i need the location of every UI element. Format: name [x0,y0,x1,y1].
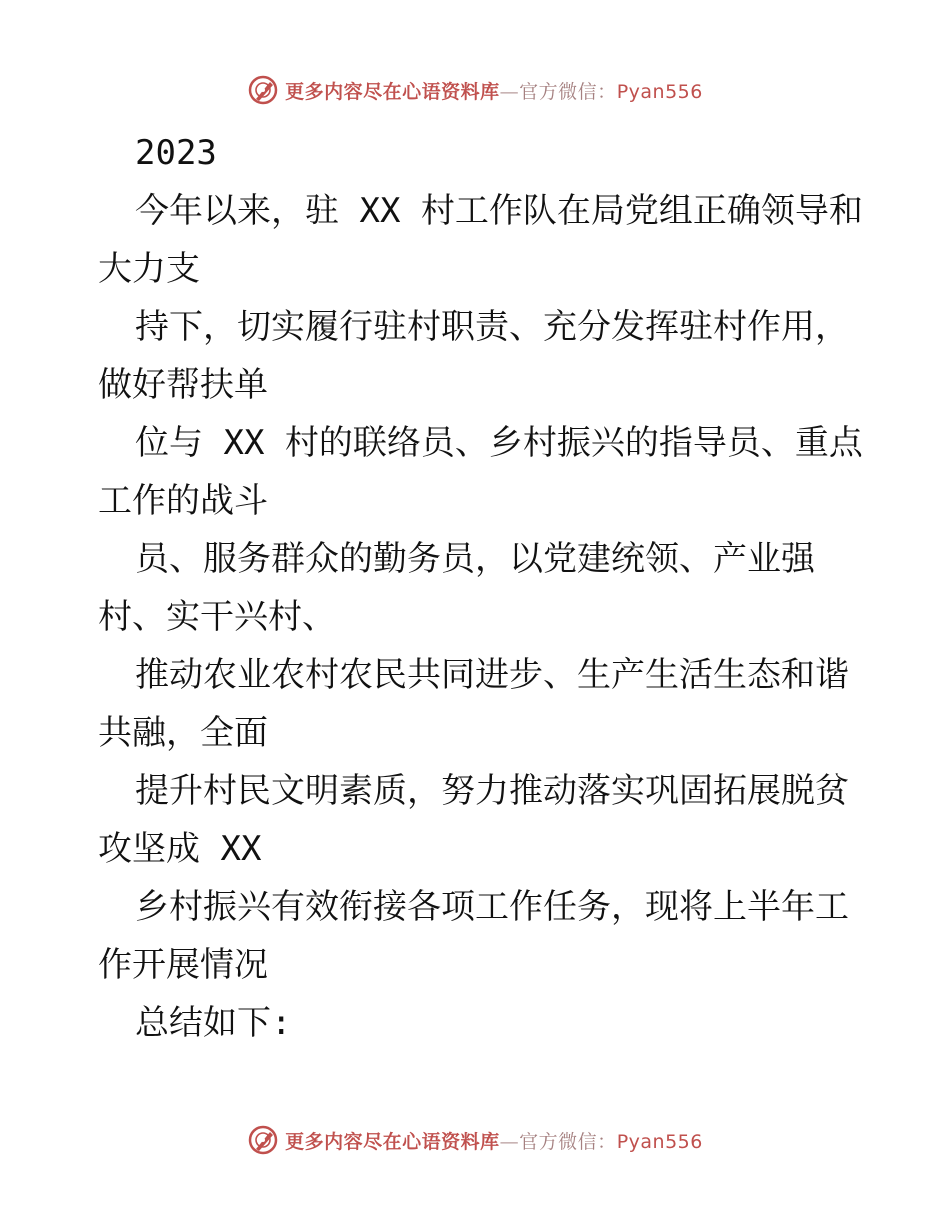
doc-line: 做好帮扶单 [98,365,268,405]
doc-line: 员、服务群众的勤务员，以党建统领、产业强 [135,539,815,579]
doc-line: 今年以来，驻 XX 村工作队在局党组正确领导和 [135,191,863,231]
banner-main-text: 更多内容尽在心语资料库 [285,80,500,103]
doc-line: 大力支 [98,249,200,289]
banner-text [285,1127,703,1154]
banner-text [285,77,703,104]
banner-wechat-label: 官方微信： [519,1130,617,1153]
banner-separator: — [499,80,520,103]
pen-nib-logo-icon [247,74,279,106]
header-watermark-banner [0,74,950,106]
banner-wechat-id: Pyan556 [616,1130,703,1153]
banner-separator: — [499,1130,520,1153]
doc-line: 总结如下: [135,1003,292,1043]
footer-watermark-banner [0,1124,950,1156]
doc-line: 作开展情况 [98,945,268,985]
banner-wechat-label: 官方微信： [519,80,617,103]
document-body [98,124,863,1052]
doc-line: 推动农业农村农民共同进步、生产生活生态和谐 [135,655,849,695]
banner-wechat-id: Pyan556 [616,80,703,103]
doc-line: 提升村民文明素质，努力推动落实巩固拓展脱贫 [135,771,849,811]
doc-line: 位与 XX 村的联络员、乡村振兴的指导员、重点 [135,423,863,463]
doc-line: 村、实干兴村、 [98,597,336,637]
doc-line: 工作的战斗 [98,481,268,521]
doc-line: 共融，全面 [98,713,268,753]
doc-line: 持下，切实履行驻村职责、充分发挥驻村作用， [135,307,849,347]
pen-nib-logo-icon [247,1124,279,1156]
doc-line: 2023 [135,133,217,173]
banner-main-text: 更多内容尽在心语资料库 [285,1130,500,1153]
doc-line: 乡村振兴有效衔接各项工作任务，现将上半年工 [135,887,849,927]
doc-line: 攻坚成 XX [98,829,262,869]
